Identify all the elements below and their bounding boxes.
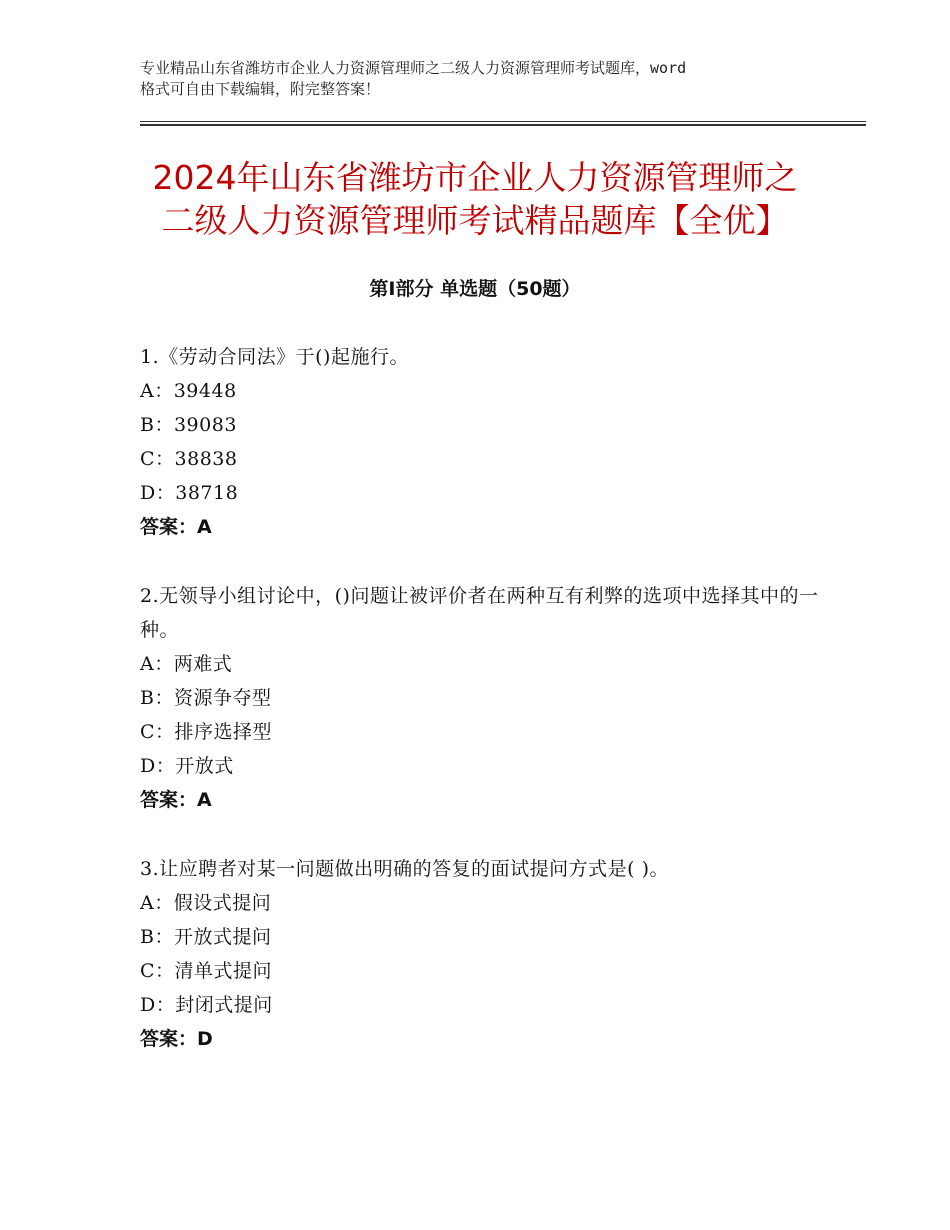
option-a: A：39448 (140, 380, 237, 402)
question-3 (140, 852, 820, 1056)
title-line-1: 2024年山东省潍坊市企业人力资源管理师之 (152, 158, 798, 197)
option-d: D：封闭式提问 (140, 994, 273, 1016)
header-divider-thick (140, 124, 866, 126)
option-d: D：开放式 (140, 755, 234, 777)
answer: 答案：A (140, 789, 212, 811)
option-b: B：开放式提问 (140, 926, 272, 948)
question-stem: 1.《劳动合同法》于()起施行。 (140, 346, 409, 368)
header-note-line-2: 格式可自由下载编辑，附完整答案！ (140, 80, 381, 98)
answer: 答案：D (140, 1028, 213, 1050)
option-b: B：39083 (140, 414, 237, 436)
option-d: D：38718 (140, 482, 239, 504)
option-c: C：38838 (140, 448, 238, 470)
header-divider-thin (140, 121, 866, 122)
document-header-note (140, 58, 830, 100)
document-title (100, 156, 850, 242)
header-note-line-1: 专业精品山东省潍坊市企业人力资源管理师之二级人力资源管理师考试题库，word (140, 59, 687, 77)
question-2 (140, 579, 820, 817)
option-c: C：排序选择型 (140, 721, 273, 743)
option-b: B：资源争夺型 (140, 687, 272, 709)
question-1 (140, 340, 820, 544)
answer: 答案：A (140, 516, 212, 538)
title-line-2: 二级人力资源管理师考试精品题库【全优】 (161, 201, 789, 240)
question-stem: 2.无领导小组讨论中，()问题让被评价者在两种互有利弊的选项中选择其中的一种。 (140, 585, 819, 641)
option-a: A：假设式提问 (140, 892, 272, 914)
section-heading: 第Ⅰ部分 单选题（50题） (369, 278, 581, 300)
option-c: C：清单式提问 (140, 960, 273, 982)
option-a: A：两难式 (140, 653, 233, 675)
question-stem: 3.让应聘者对某一问题做出明确的答复的面试提问方式是( )。 (140, 858, 669, 880)
